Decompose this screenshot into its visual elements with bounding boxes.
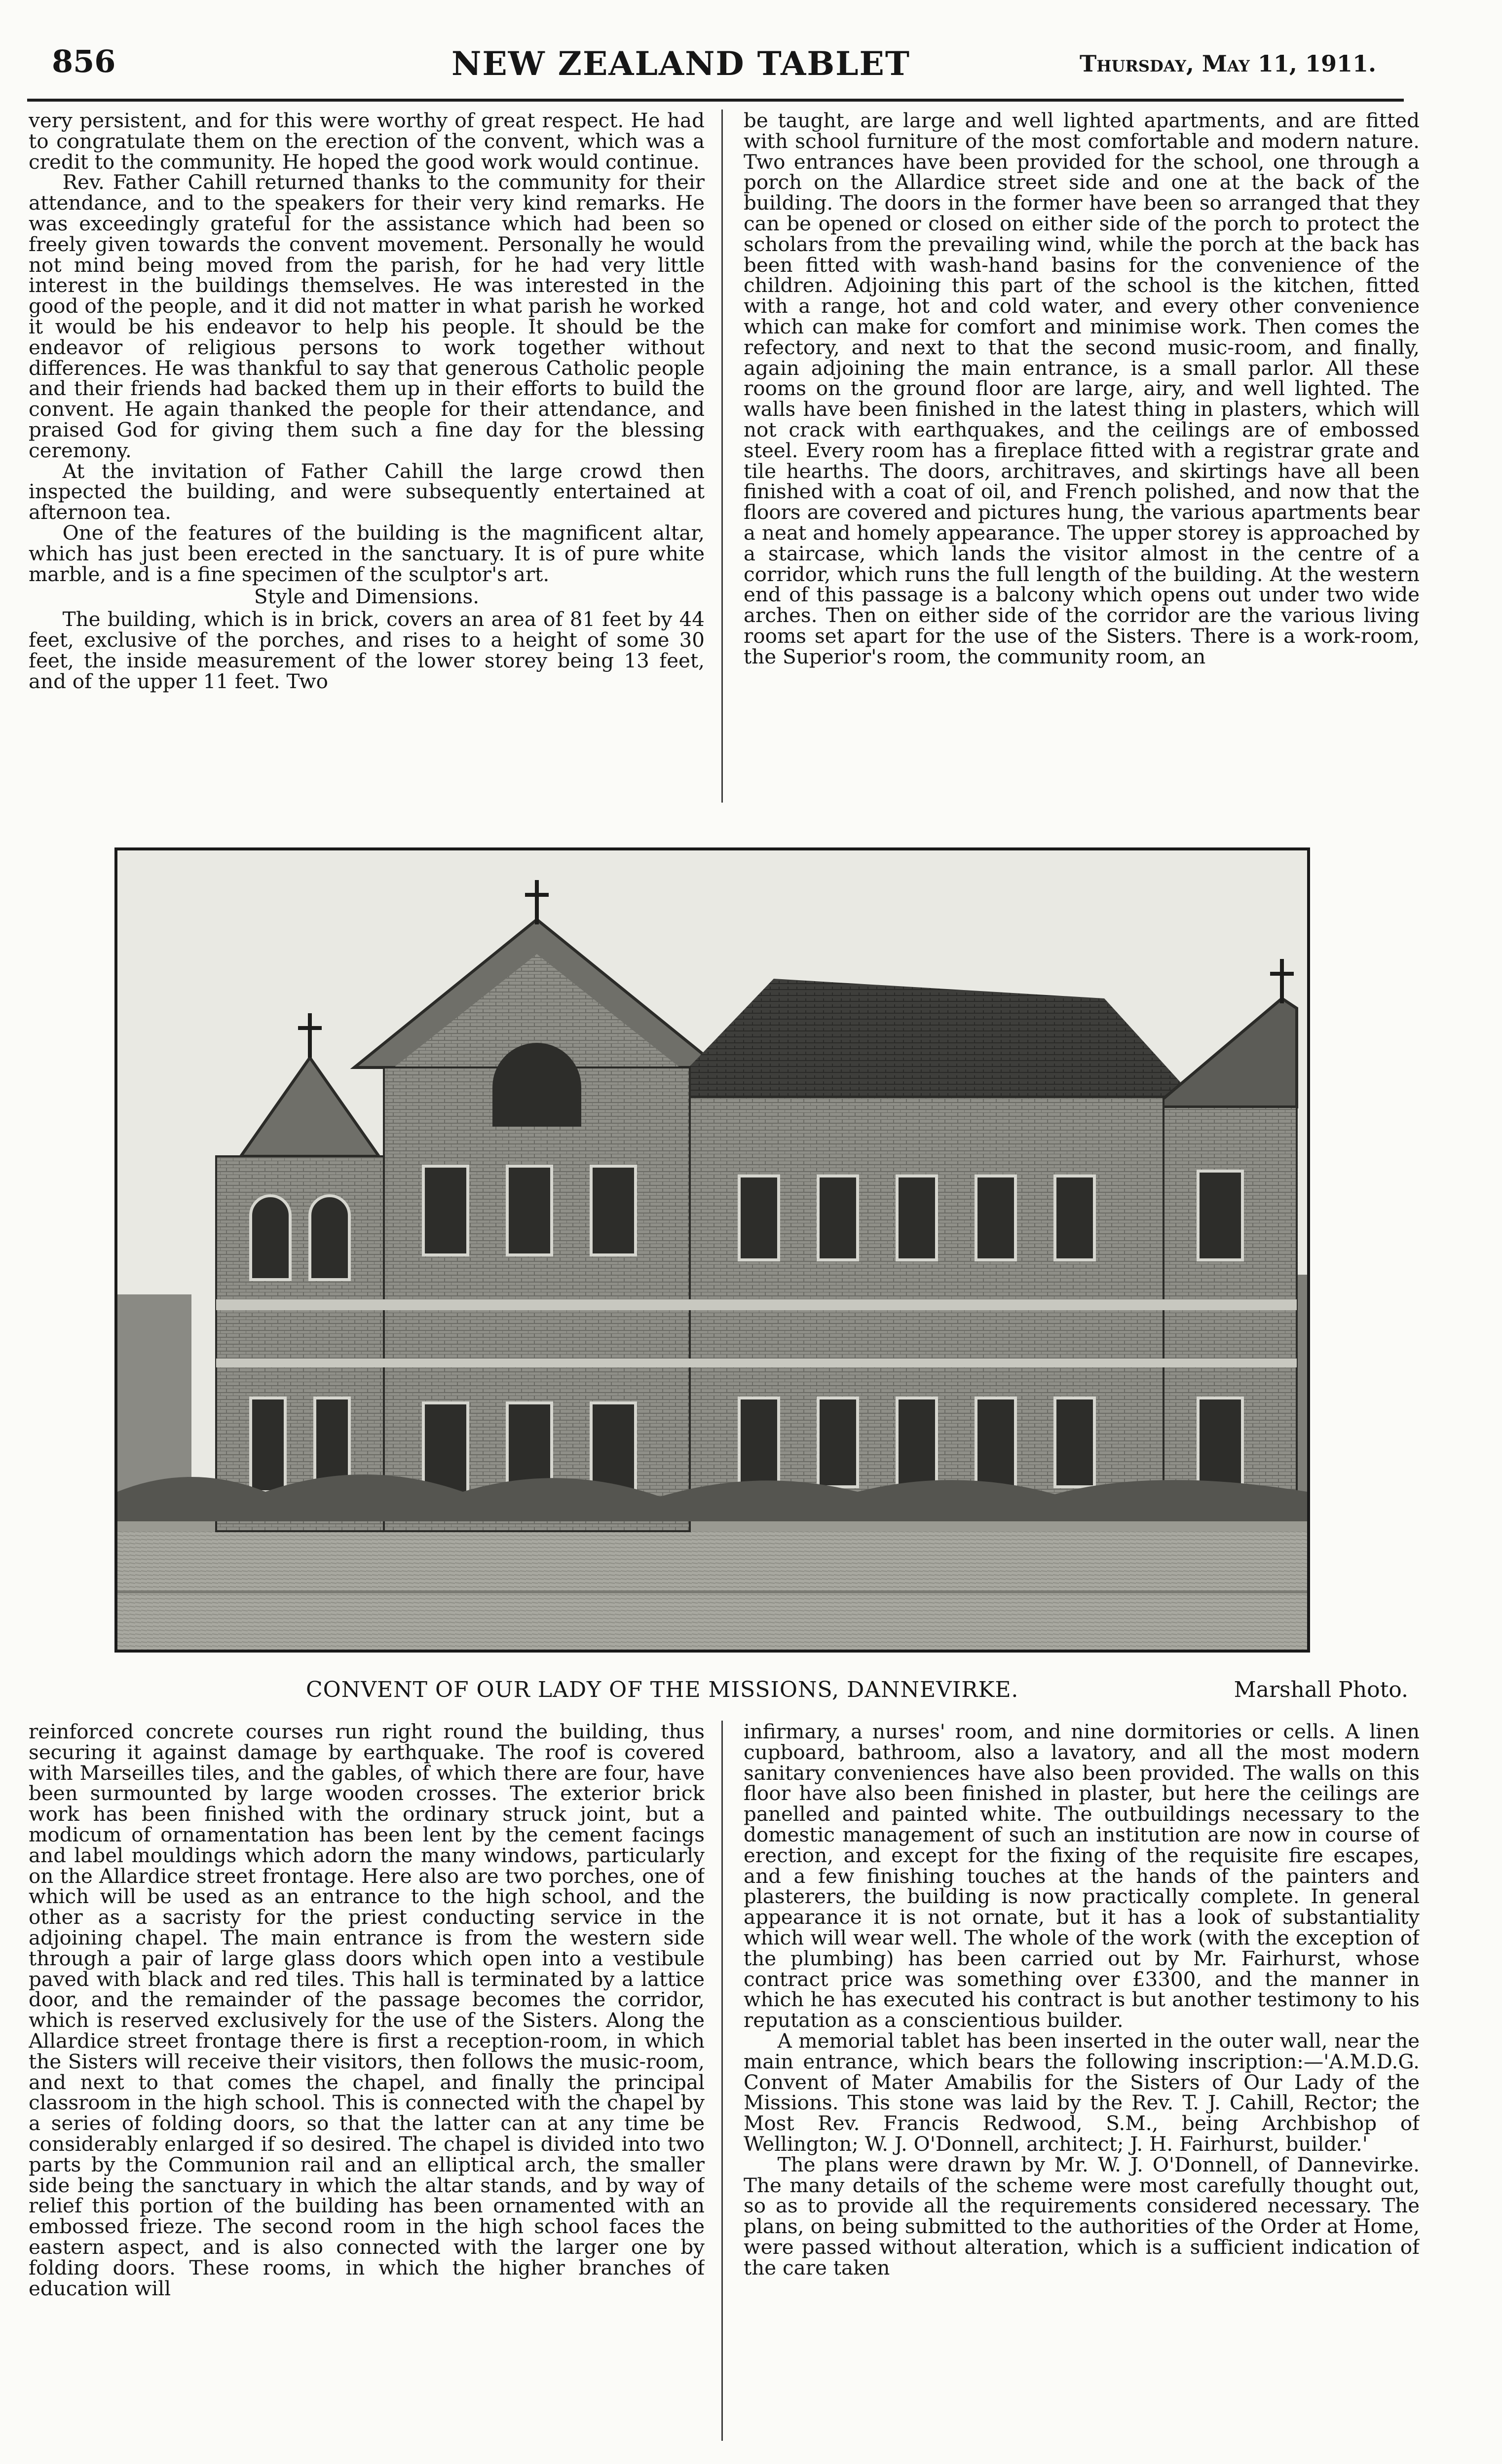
page-header (0, 0, 1502, 99)
newspaper-title: NEW ZEALAND TABLET (451, 44, 910, 83)
paragraph: One of the features of the building is the magnificent altar, which has just been erected in the sanctuary. It is of pure white marble, and is a fine specimen of the sculptor's art. (29, 520, 705, 586)
paragraph: The plans were drawn by Mr. W. J. O'Donnell, of Dannevirke. The many details of the scheme were most carefully thought out, so as to provide all the requirements considered necessary. The plans, on being submitted to the authorities of the Order at Home, were passed without alteration, which is a sufficient indication of the care taken (744, 2152, 1420, 2280)
article-column-4 (744, 1722, 1420, 2439)
section-subheading: Style and Dimensions. (254, 585, 480, 609)
paragraph: be taught, are large and well lighted apartments, and are fitted with school furniture of the most comfortable and modern nature. Two entrances have been provided for the school, one through a porch on the Allardice street side and one at the back of the building. The doors in the former have been so arranged that they can be opened or closed on either side of the porch to protect the scholars from the prevailing wind, while the porch at the back has been fitted with wash-hand basins for the convenience of the children. Adjoining this part of the school is the kitchen, fitted with a range, hot and cold water, and every other convenience which can make for comfort and minimise work. Then comes the refectory, and next to that the second music-room, and finally, again adjoining the main entrance, is a small parlor. All these rooms on the ground floor are large, airy, and well lighted. The walls have been finished in the latest thing in plasters, which will not crack with earthquakes, and the ceilings are of embossed steel. Every room has a fireplace fitted with a registrar grate and tile hearths. The doors, architraves, and skirtings have all been finished with a coat of oil, and French polished, and now that the floors are covered and pictures hung, the various apartments bear a neat and homely appearance. The upper storey is approached by a staircase, which lands the visitor almost in the centre of a corridor, which runs the full length of the building. At the western end of this passage is a balcony which opens out under two wide arches. Then on either side of the corridor are the various living rooms set apart for the use of the Sisters. There is a work-room, the Superior's room, the community room, an (744, 110, 1420, 668)
paragraph: Rev. Father Cahill returned thanks to the community for their attendance, and to the speakers for their very kind remarks. He was exceedingly grateful for the assistance which had been so freely given towards the convent movement. Personally he would not mind being moved from the parish, for he had very little interest in the buildings themselves. He was interested in the good of the people, and it did not matter in what parish he worked it would be his endeavor to help his people. It should be the endeavor of religious persons to work together without differences. He was thankful to say that generous Catholic people and their friends had backed them up in their efforts to build the convent. He again thanked the people for their attendance, and praised God for giving them such a fine day for the blessing ceremony. (29, 170, 705, 462)
column-divider-top (721, 110, 723, 803)
convent-photograph (114, 847, 1310, 1653)
column-divider-bottom (721, 1721, 723, 2441)
paragraph: infirmary, a nurses' room, and nine dormitories or cells. A linen cupboard, bathroom, also a lavatory, and all the most modern sanitary conveniences have also been provided. The walls on this floor have also been finished in plaster, but here the ceilings are panelled and painted white. The outbuildings necessary to the domestic management of such an institution are now in course of erection, and except for the fixing of the requisite fire escapes, and a few finishing touches at the hands of the painters and plasterers, the building is now practically complete. In general appearance it is not ornate, but it has a look of substantiality which will wear well. The whole of the work (with the exception of the plumbing) has been carried out by Mr. Fairhurst, whose contract price was something over £3300, and the manner in which he has executed his contract is but another testimony to his reputation as a conscientious builder. (744, 1722, 1420, 2032)
paragraph: A memorial tablet has been inserted in the outer wall, near the main entrance, which bears the following inscription:—'A.M.D.G. Convent of Mater Amabilis for the Sisters of Our Lady of the Missions. This stone was laid by the Rev. T. J. Cahill, Rector; the Most Rev. Francis Redwood, S.M., being Archbishop of Wellington; W. J. O'Donnell, architect; J. H. Fairhurst, builder.' (744, 2028, 1420, 2156)
header-rule (27, 99, 1404, 102)
page-number: 856 (52, 43, 116, 79)
paragraph: reinforced concrete courses run right round the building, thus securing it against damage by earthquake. The roof is covered with Marseilles tiles, and the gables, of which there are four, have been surmounted by large wooden crosses. The exterior brick work has been finished with the ordinary struck joint, but a modicum of ornamentation has been lent by the cement facings and label mouldings which adorn the many windows, particularly on the Allardice street frontage. Here also are two porches, one of which will be used as an entrance to the high school, and the other as a sacristy for the priest conducting service in the adjoining chapel. The main entrance is from the western side through a pair of large glass doors which open into a vestibule paved with black and red tiles. This hall is terminated by a lattice door, and the remainder of the passage becomes the corridor, which is reserved exclusively for the use of the Sisters. Along the Allardice street frontage there is first a reception-room, in which the Sisters will receive their visitors, then follows the music-room, and next to that comes the chapel, and finally the principal classroom in the high school. This is connected with the chapel by a series of folding doors, so that the latter can at any time be considerably enlarged if so desired. The chapel is divided into two parts by the Communion rail and an elliptical arch, the smaller side being the sanctuary in which the altar stands, and by way of relief this portion of the building has been ornamented with an embossed frieze. The second room in the high school faces the eastern aspect, and is also connected with the larger one by folding doors. These rooms, in which the higher branches of education will (29, 1722, 705, 2300)
photo-caption: CONVENT OF OUR LADY OF THE MISSIONS, DANNEVIRKE. (306, 1677, 1019, 1702)
paragraph: At the invitation of Father Cahill the large crowd then inspected the building, and were subsequently entertained at afternoon tea. (29, 459, 705, 524)
article-column-1 (29, 110, 705, 801)
photo-credit: Marshall Photo. (1234, 1677, 1408, 1702)
issue-date: Thursday, May 11, 1911. (1079, 50, 1376, 77)
paragraph: very persistent, and for this were worthy of great respect. He had to congratulate them on the erection of the convent, which was a credit to the community. He hoped the good work would continue. (29, 110, 705, 174)
article-column-2 (744, 110, 1420, 801)
paragraph: The building, which is in brick, covers an area of 81 feet by 44 feet, exclusive of the porches, and rises to a height of some 30 feet, the inside measurement of the lower storey being 13 feet, and of the upper 11 feet. Two (29, 607, 705, 693)
article-column-3 (29, 1722, 705, 2439)
